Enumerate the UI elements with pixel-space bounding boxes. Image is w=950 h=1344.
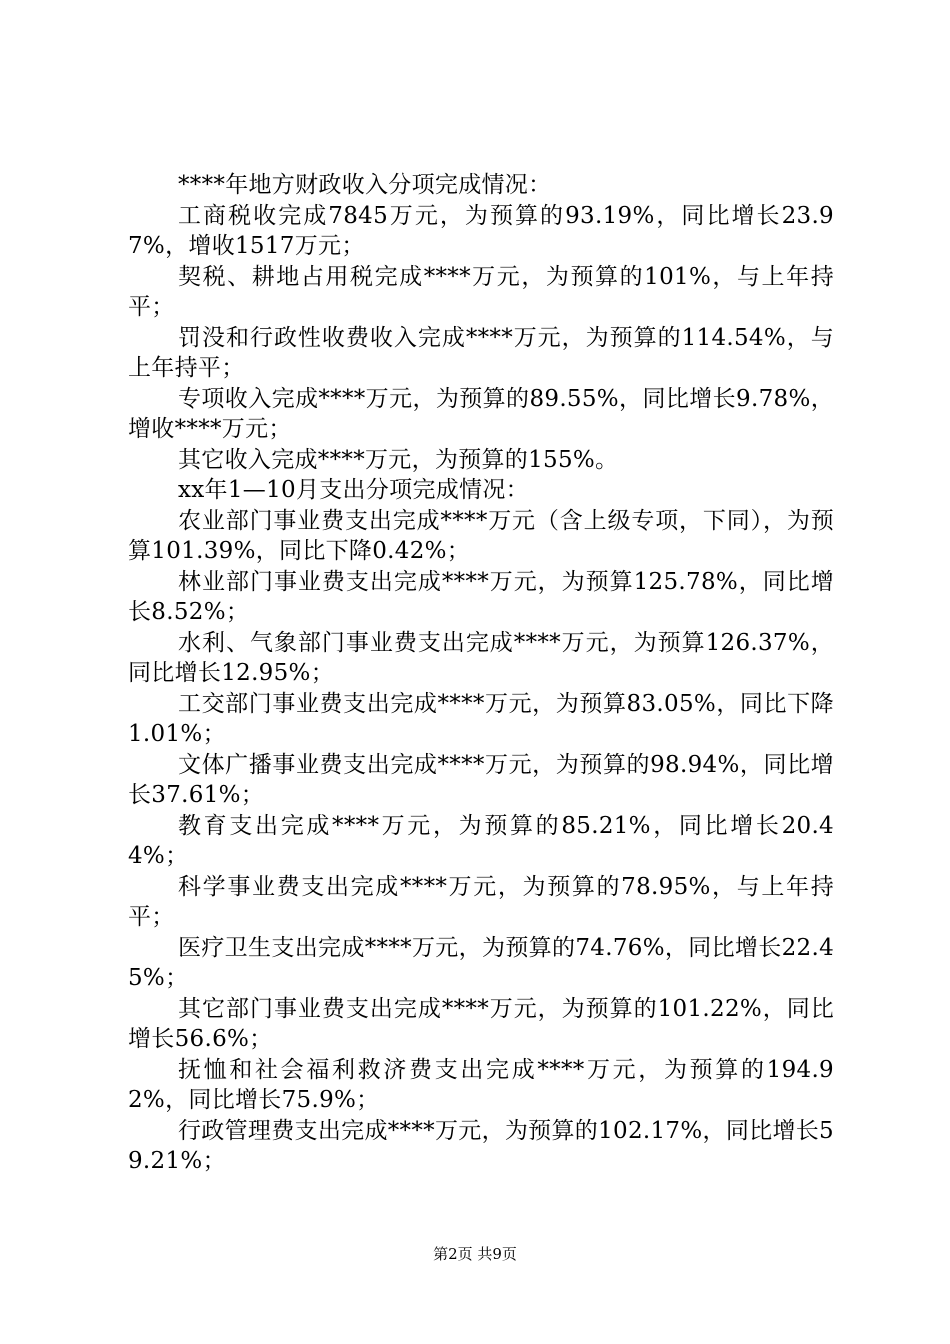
paragraph-education: 教育支出完成****万元，为预算的85.21%，同比增长20.44%；	[128, 812, 834, 869]
paragraph-business-tax: 工商税收完成7845万元，为预算的93.19%，同比增长23.97%，增收1517万元；	[128, 202, 834, 259]
paragraph-other-revenue: 其它收入完成****万元，为预算的155%。	[178, 446, 619, 473]
paragraph-culture-broadcast: 文体广播事业费支出完成****万元，为预算的98.94%，同比增长37.61%；	[128, 751, 834, 808]
document-body	[128, 170, 834, 1177]
paragraph-special-revenue: 专项收入完成****万元，为预算的89.55%，同比增长9.78%，增收****万元；	[128, 385, 834, 442]
paragraph-health: 医疗卫生支出完成****万元，为预算的74.76%，同比增长22.45%；	[128, 934, 834, 991]
paragraph-industry-transport: 工交部门事业费支出完成****万元，为预算83.05%，同比下降1.01%；	[128, 690, 834, 747]
paragraph-forestry: 林业部门事业费支出完成****万元，为预算125.78%，同比增长8.52%；	[128, 568, 834, 625]
paragraph-other-departments: 其它部门事业费支出完成****万元，为预算的101.22%，同比增长56.6%；	[128, 995, 834, 1052]
paragraph-deed-tax: 契税、耕地占用税完成****万元，为预算的101%，与上年持平；	[128, 263, 834, 320]
paragraph-science: 科学事业费支出完成****万元，为预算的78.95%，与上年持平；	[128, 873, 834, 930]
paragraph-expenditure-heading: xx年1—10月支出分项完成情况：	[178, 477, 529, 503]
paragraph-fines-fees: 罚没和行政性收费收入完成****万元，为预算的114.54%，与上年持平；	[128, 324, 834, 381]
paragraph-water-weather: 水利、气象部门事业费支出完成****万元，为预算126.37%，同比增长12.95%；	[128, 629, 834, 686]
paragraph-revenue-heading: ****年地方财政收入分项完成情况：	[178, 172, 552, 198]
paragraph-administration: 行政管理费支出完成****万元，为预算的102.17%，同比增长59.21%；	[128, 1117, 834, 1174]
paragraph-welfare-relief: 抚恤和社会福利救济费支出完成****万元，为预算的194.92%，同比增长75.9%；	[128, 1056, 834, 1113]
paragraph-agriculture: 农业部门事业费支出完成****万元（含上级专项，下同），为预算101.39%，同比下降0.42%；	[128, 507, 834, 564]
page-number-footer: 第2页 共9页	[433, 1245, 517, 1263]
